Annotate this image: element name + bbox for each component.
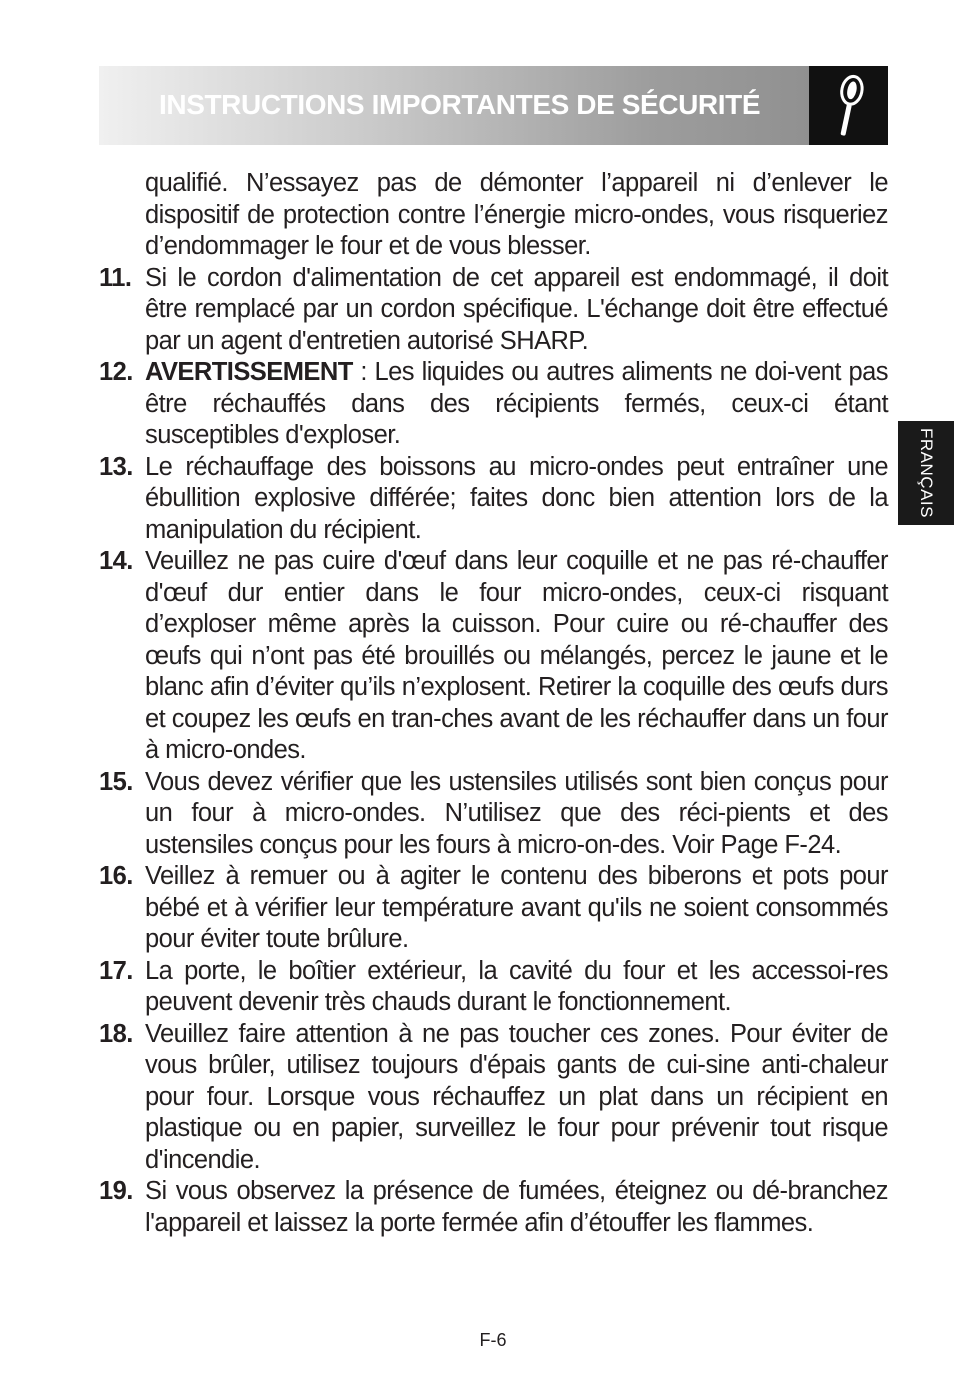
info-icon [809, 66, 888, 145]
item-number: 14. [99, 547, 133, 575]
continuation-text: qualifié. N’essayez pas de démonter l’appareil ni d’enlever le dispositif de protection contre l’énergie micro-ondes, vous risqueriez d’endommager le four et de vous blesser. [145, 169, 888, 260]
item-text-wrap [145, 357, 888, 452]
list-item [99, 956, 888, 1019]
item-text: Veuillez ne pas cuire d'œuf dans leur coquille et ne pas ré-chauffer d'œuf dur entier dans le four micro-ondes, ceux-ci risquant d’exploser même après la cuisson. Pour cuire ou ré-chauffer des œufs qui n’ont pas été brouillés ou mélangés, percez le jaune et le blanc afin d’éviter qu’ils n’explosent. Retirer la coquille des œufs durs et coupez les œufs en tran-ches avant de les réchauffer dans un four à micro-ondes. [145, 547, 888, 764]
list-item [99, 452, 888, 547]
item-text: Veuillez faire attention à ne pas toucher ces zones. Pour éviter de vous brûler, utilisez toujours d'épais gants de cui-sine anti-chaleur pour four. Lorsque vous réchauffez un plat dans un récipient en plastique ou en papier, surveillez le four pour prévenir tout risque d'incendie. [145, 1019, 888, 1174]
item-text: Le réchauffage des boissons au micro-ondes peut entraîner une ébullition explosive différée; faites donc bien attention lors de la manipulation du récipient. [145, 452, 888, 544]
item-number: 18. [99, 1019, 133, 1048]
continuation-paragraph [99, 168, 888, 263]
safety-instructions [99, 168, 888, 1239]
list-item [99, 1176, 888, 1239]
page-number: F-6 [479, 1330, 507, 1350]
list-item [99, 357, 888, 452]
language-tab [898, 421, 954, 525]
item-number: 16. [99, 862, 133, 890]
item-number: 15. [99, 767, 133, 796]
language-tab-label: FRANÇAIS [917, 428, 936, 518]
header-bar [99, 66, 888, 145]
item-text: Si le cordon d'alimentation de cet appareil est endommagé, il doit être remplacé par un cordon spécifique. L'échange doit être effectué par un agent d'entretien autorisé SHARP. [145, 263, 888, 355]
list-item [99, 263, 888, 358]
list-item [99, 861, 888, 956]
item-number: 19. [99, 1177, 133, 1205]
item-text: Veillez à remuer ou à agiter le contenu des biberons et pots pour bébé et à vérifier leur température avant qu'ils ne soient consommés pour éviter toute brûlure. [145, 862, 888, 953]
item-text: Si vous observez la présence de fumées, éteignez ou dé-branchez l'appareil et laissez la porte fermée afin d’étouffer les flammes. [145, 1177, 888, 1237]
item-number: 11. [99, 263, 132, 292]
item-text: La porte, le boîtier extérieur, la cavité du four et les accessoi-res peuvent devenir très chauds durant le fonctionnement. [145, 956, 888, 1016]
list-item [99, 546, 888, 767]
header-icon-box [809, 66, 888, 145]
item-text: : Les liquides ou autres aliments ne doi-vent pas être réchauffés dans des récipients fermés, ceux-ci étant susceptibles d'exploser. [145, 358, 888, 449]
list-item [99, 767, 888, 862]
page-title: INSTRUCTIONS IMPORTANTES DE SÉCURITÉ [159, 89, 761, 120]
list-item [99, 1019, 888, 1177]
item-number: 12. [99, 358, 133, 386]
item-number: 13. [99, 452, 133, 481]
item-number: 17. [99, 956, 133, 985]
warning-label: AVERTISSEMENT [145, 358, 353, 386]
item-text: Vous devez vérifier que les ustensiles utilisés sont bien conçus pour un four à micro-ondes. N’utilisez que des réci-pients et des ustensiles conçus pour les fours à micro-on-des. Voir Page F-24. [145, 767, 888, 859]
